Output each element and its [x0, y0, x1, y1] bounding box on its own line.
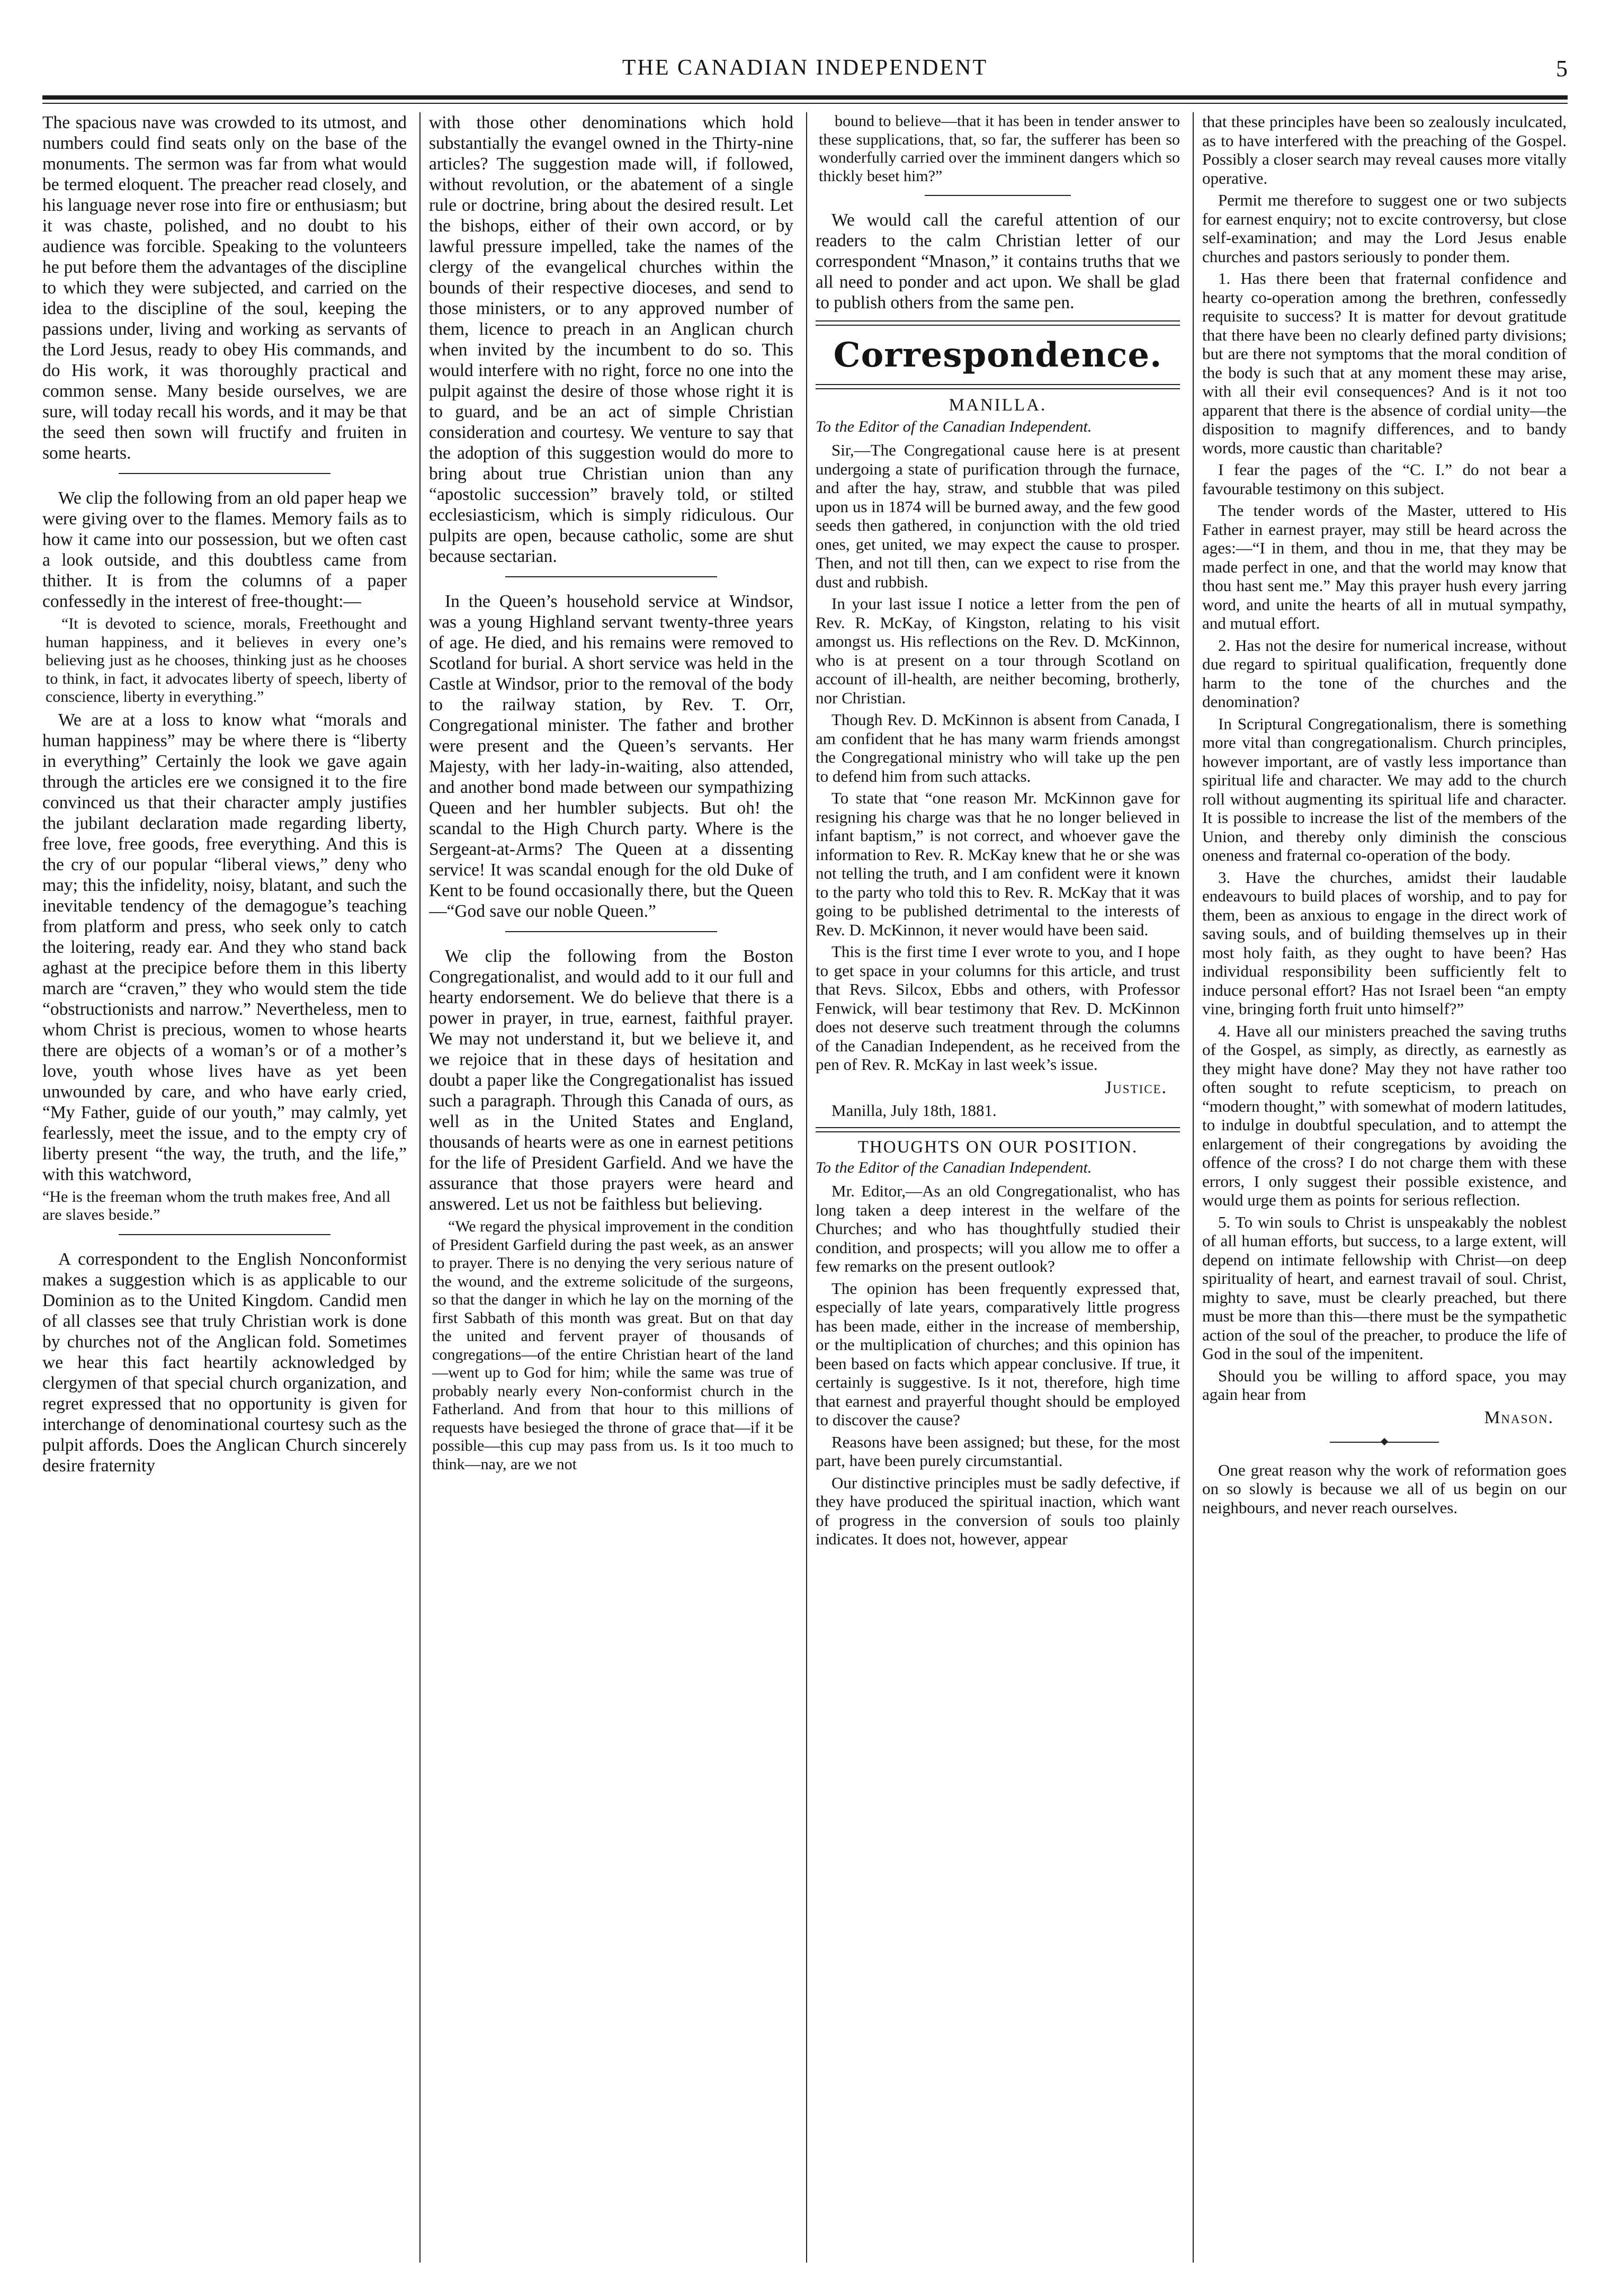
letter-heading: MANILLA.	[949, 396, 1047, 415]
column-1	[42, 112, 407, 2273]
separator-rule	[925, 195, 1070, 196]
paragraph: Mr. Editor,—As an old Congregationalist, who has long taken a deep interest in the welfare of the Churches; and who has thoughtfully studied their condition, and prospects; will you allow me to offer a few remarks on the present outlook?	[816, 1182, 1180, 1275]
paragraph: Though Rev. D. McKinnon is absent from Canada, I am confident that he has many warm friends amongst the Congregational ministry who will take up the pen to defend him from such attacks.	[816, 710, 1180, 785]
paragraph: We would call the careful attention of our readers to the calm Christian letter of our correspondent “Mnason,” it contains truths that we all need to ponder and act upon. We shall be glad to publish others from the same pen.	[816, 210, 1180, 312]
double-rule	[816, 384, 1180, 389]
letter-address: To the Editor of the Canadian Independent.	[816, 1159, 1092, 1176]
paragraph: We clip the following from the Boston Congregationalist, and would add to it our full and hearty endorsement. We do believe that there is a power in prayer, in true, earnest, faithful prayer. We may not understand it, but we believe it, and we rejoice that in these days of hesitation and doubt a paper like the Congregationalist has issued such a paragraph. Through this Canada of ours, as well as in the United States and England, thousands of hearts were as one in earnest petitions for the life of President Garfield. And we have the assurance that those prayers were heard and answered. Let us not be faithless but believing.	[429, 946, 793, 1214]
paragraph: In the Queen’s household service at Windsor, was a young Highland servant twenty-three years of age. He died, and his remains were removed to Scotland for burial. A short service was held in the Castle at Windsor, prior to the removal of the body to the railway station, by Rev. T. Orr, Congregational minister. The father and brother were present and the Queen’s servants. Her Majesty, with her lady-in-waiting, also attended, and another bond made between our sympathizing Queen and her humbler subjects. But oh! the scandal to the High Church party. Where is the Sergeant-at-Arms? The Queen at a dissenting service! It was scandal enough for the old Duke of Kent to be found occasionally there, but the Queen—“God save our noble Queen.”	[429, 592, 793, 921]
separator-rule	[505, 576, 717, 577]
section-heading: Correspondence.	[833, 335, 1162, 375]
paragraph: Should you be willing to afford space, you may again hear from	[1202, 1366, 1567, 1404]
separator-rule	[119, 473, 330, 474]
paragraph: In your last issue I notice a letter from the pen of Rev. R. McKay, of Kingston, relating to his visit amongst us. His reflections on the Rev. D. McKinnon, who is at present on a tour through Scotland on account of ill-health, are neither becoming, brotherly, nor Christian.	[816, 594, 1180, 707]
letter-heading: THOUGHTS ON OUR POSITION.	[857, 1138, 1138, 1157]
paragraph: In Scriptural Congregationalism, there is something more vital than congregationalism. Church principles, however important, are of vastly less importance than spiritual life and character. We may add to the church roll without augmenting its spiritual life and character. It is possible to increase the list of the members of the Union, and thereby only diminish the conscious oneness and fraternal co-operation of the body.	[1202, 714, 1567, 864]
paragraph: Permit me therefore to suggest one or two subjects for earnest enquiry; not to excite controversy, but close self-examination; and may the Lord Jesus enable churches and pastors seriously to ponder them.	[1202, 191, 1567, 266]
page-number: 5	[1556, 56, 1568, 82]
page-title: THE CANADIAN INDEPENDENT	[622, 56, 988, 80]
paragraph: Sir,—The Congregational cause here is at present undergoing a state of purification through the furnace, and after the hay, straw, and stubble that was piled upon us in 1874 will be burned away, and the few good seeds then gathered, in conjunction with the old tried ones, get united, we may expect the cause to prosper. Then, and not till then, can we expect to rise from the dust and rubbish.	[816, 441, 1180, 591]
paragraph: that these principles have been so zealously inculcated, as to have interfered with the preaching of the Gospel. Possibly a closer search may reveal causes more vitally operative.	[1202, 112, 1567, 187]
paragraph: One great reason why the work of reformation goes on so slowly is because we all of us begin on our neighbours, and never reach ourselves.	[1202, 1460, 1567, 1517]
paragraph: To state that “one reason Mr. McKinnon gave for resigning his charge was that he no longer believed in infant baptism,” is not correct, and whoever gave the information to Rev. R. McKay knew that he or she was not telling the truth, and I am confident were it known to the party who told this to Rev. R. McKay that it was going to be published detrimental to the interests of Rev. D. McKinnon, it never would have been said.	[816, 789, 1180, 939]
column-divider	[419, 112, 421, 2263]
letter-address: To the Editor of the Canadian Independent.	[816, 418, 1092, 435]
ornament-rule	[1330, 1442, 1439, 1443]
separator-rule	[119, 1234, 330, 1235]
header-rule	[42, 95, 1568, 100]
double-rule	[816, 320, 1180, 326]
column-3	[816, 112, 1180, 2273]
paragraph: The spacious nave was crowded to its utmost, and numbers could find seats only on the base of the monuments. The sermon was far from what would be termed eloquent. The preacher read closely, and his language never rose into fire or enthusiasm; but it was chaste, polished, and no doubt to his audience was forcible. Speaking to the volunteers he put before them the advantages of the discipline to which they were subjected, and carried on the idea to the discipline of the soul, keeping the passions under, living and working as servants of the Lord Jesus, ready to obey His commands, and do His work, it was thoroughly practical and common sense. Many beside ourselves, we are sure, will today recall his words, and it may be that the seed then sown will fructify and fruiten in some hearts.	[42, 113, 407, 463]
paragraph: Our distinctive principles must be sadly defective, if they have produced the spiritual inaction, which want of progress in the conversion of souls too plainly indicates. It does not, however, appear	[816, 1473, 1180, 1548]
column-2	[429, 112, 793, 2273]
signature: Justice.	[1105, 1077, 1167, 1097]
column-divider	[1193, 112, 1194, 2263]
paragraph: Reasons have been assigned; but these, for the most part, have been purely circumstantial.	[816, 1432, 1180, 1470]
double-rule	[816, 1127, 1180, 1132]
paragraph: 3. Have the churches, amidst their laudable endeavours to build places of worship, and to pay for them, been as anxious to engage in the direct work of saving souls, and of building themselves up in their most holy faith, as they ought to have been? Has individual responsibility been sufficiently felt to induce personal effort? Has not Israel been “an empty vine, bringing forth fruit unto himself?”	[1202, 868, 1567, 1018]
paragraph: We are at a loss to know what “morals and human happiness” may be where there is “liberty in everything” Certainly the look we gave again through the articles ere we consigned it to the fire convinced us that their character amply justifies the jubilant declaration made regarding liberty, free love, free goods, free everything. And this is the cry of our popular “liberal views,” deny who may; this the infidelity, noisy, blatant, and such the inevitable tendency of the demagogue’s teaching from platform and press, who seek only to catch the loitering, ready ear. And they who stand back aghast at the precipice before them in this liberty march are “craven,” they who would stem the tide “obstructionists and narrow.” Nevertheless, men to whom Christ is precious, women to whose hearts there are objects of a woman’s or of a mother’s love, youth whose lives have as yet been unwounded by care, and who have early cried, “My Father, guide of our youth,” may calmly, yet fearlessly, meet the issue, and to the empty cry of liberty present “the way, the truth, and the life,” with this watchword,	[42, 710, 407, 1184]
text-columns	[42, 112, 1568, 2273]
paragraph: A correspondent to the English Nonconformist makes a suggestion which is as applicable to our Dominion as to the United Kingdom. Candid men of all classes see that truly Christian work is done by churches not of the Anglican fold. Sometimes we hear this fact heartily acknowledged by clergymen of that special church organization, and regret expressed that no opportunity is given for interchange of denominational courtesy such as the pulpit affords. Does the Anglican Church sincerely desire fraternity	[42, 1249, 407, 1476]
separator-rule	[505, 931, 717, 932]
signature: Mnason.	[1484, 1407, 1554, 1427]
paragraph: The opinion has been frequently expressed that, especially of late years, comparatively little progress has been made, either in the increase of membership, or the multiplication of churches; and this opinion has been based on facts which appear conclusive. If true, it certainly is suggestive. Is it not, therefore, high time that earnest and prayerful thought should be employed to discover the cause?	[816, 1279, 1180, 1429]
paragraph: This is the first time I ever wrote to you, and I hope to get space in your columns for this article, and trust that Revs. Silcox, Ebbs and others, with Professor Fenwick, will bear testimony that Rev. D. McKinnon does not deserve such treatment through the columns of the Canadian Independent, as he received from the pen of Rev. R. McKay in last week’s issue.	[816, 942, 1180, 1074]
paragraph: “He is the freeman whom the truth makes free, And all are slaves beside.”	[42, 1187, 391, 1223]
column-divider	[806, 112, 807, 2263]
paragraph: bound to believe—that it has been in tender answer to these supplications, that, so far, the sufferer has been so wonderfully carried over the imminent dangers which so thickly beset him?”	[819, 112, 1180, 185]
header-rule-thin	[42, 103, 1568, 104]
paragraph: “It is devoted to science, morals, Freethought and human happiness, and it believes in every one’s believing just as he chooses, thinking just as he chooses to think, in fact, it advocates liberty of speech, liberty of conscience, liberty in everything.”	[46, 615, 407, 705]
paragraph: 4. Have all our ministers preached the saving truths of the Gospel, as simply, as directly, as earnestly as they might have done? May they not have rather too often sought to refute scepticism, to preach on “modern thought,” with somewhat of modern latitudes, to indulge in doubtful speculation, and to attempt the enlargement of their congregations by avoiding the offence of the cross? I do not charge them with these errors, I only suggest their possible existence, and would urge them as points for serious reflection.	[1202, 1021, 1567, 1209]
paragraph: with those other denominations which hold substantially the evangel owned in the Thirty-nine articles? The suggestion made will, if followed, without revolution, or the abatement of a single rule or doctrine, bring about the desired result. Let the bishops, either of their own accord, or by lawful pressure impelled, take the names of the clergy of the evangelical churches within the bounds of their respective dioceses, and send to those ministers, or to any approved number of them, licence to preach in an Anglican church when invited by the incumbent to do so. This would interfere with no right, force no one into the pulpit against the desire of those whose right it is to guard, and be an act of simple Christian consideration and courtesy. We venture to say that the adoption of this suggestion would do more to bring about true Christian union than any “apostolic succession” bravely told, or stilted ecclesiasticism, which is simply ridiculous. Our pulpits are open, because catholic, some are shut because sectarian.	[429, 113, 793, 566]
column-4	[1202, 112, 1567, 2273]
paragraph: The tender words of the Master, uttered to His Father in earnest prayer, may still be heard across the ages:—“I in them, and thou in me, that they may be made perfect in one, and that the world may know that thou hast sent me.” May this prayer hush every jarring word, and unite the hearts of all in mutual sympathy, and mutual effort.	[1202, 501, 1567, 632]
paragraph: I fear the pages of the “C. I.” do not bear a favourable testimony on this subject.	[1202, 460, 1567, 498]
paragraph: 2. Has not the desire for numerical increase, without due regard to spiritual qualification, frequently done harm to the tone of the churches and the denomination?	[1202, 636, 1567, 711]
paragraph: “We regard the physical improvement in the condition of President Garfield during the past week, as an answer to prayer. There is no denying the very serious nature of the wound, and the extreme solicitude of the surgeons, so that the danger in which he lay on the morning of the first Sabbath of this month was great. But on that day the united and fervent prayer of thousands of congregations—of the entire Christian heart of the land—went up to God for him; while the same was true of probably nearly every Non-conformist church in the Fatherland. And from that hour to this millions of requests have besieged the throne of grace that—if it be possible—this cup may pass from us. Is it too much to think—nay, are we not	[432, 1218, 793, 1473]
paragraph: We clip the following from an old paper heap we were giving over to the flames. Memory fails as to how it came into our possession, but we often cast a look outside, and this doubtless came from thither. It is from the columns of a paper confessedly in the interest of free-thought:—	[42, 488, 407, 611]
paragraph: Manilla, July 18th, 1881.	[831, 1101, 997, 1120]
running-head	[42, 55, 1568, 93]
paragraph: 1. Has there been that fraternal confidence and hearty co-operation among the brethren, confessedly requisite to success? It is matter for devout gratitude that there have been no clearly defined party divisions; but are there not symptoms that the moral condition of the body is such that at any moment these may arise, with all their evil consequences? And is it not too apparent that there is the absence of cordial unity—the disposition to magnify differences, and to bandy words, more caustic than charitable?	[1202, 269, 1567, 457]
paragraph: 5. To win souls to Christ is unspeakably the noblest of all human efforts, but success, to a large extent, will depend on intimate fellowship with Christ—on deep spirituality of heart, and earnest travail of soul. Christ, mighty to save, must be clearly preached, but there must be more than this—there must be the sympathetic action of the soul of the preacher, to produce the life of God in the soul of the impenitent.	[1202, 1212, 1567, 1363]
